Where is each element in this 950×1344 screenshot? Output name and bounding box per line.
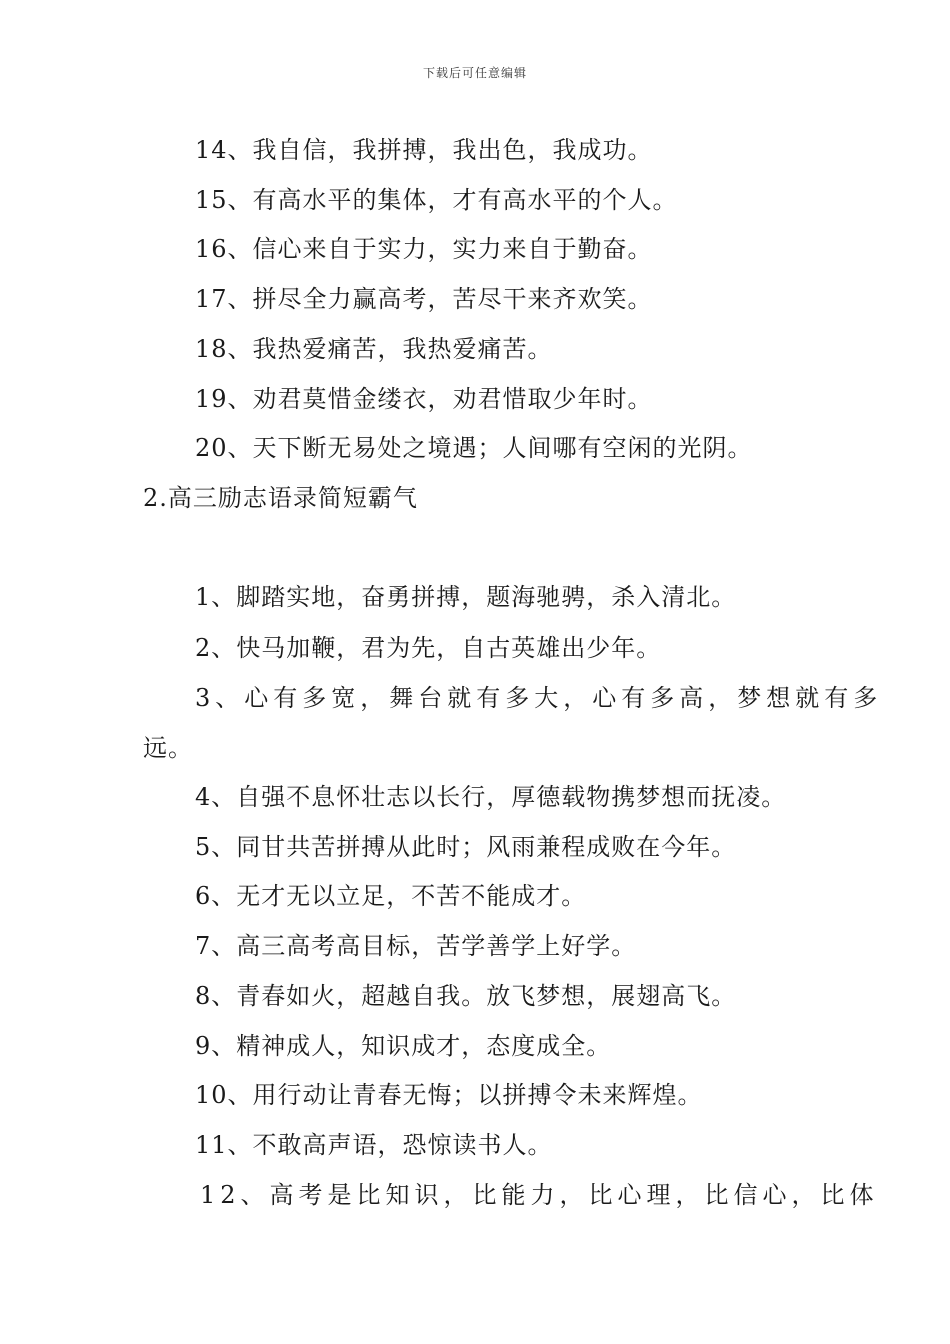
list-item: 16、信心来自于实力，实力来自于勤奋。	[195, 235, 653, 263]
list-item: 6、无才无以立足，不苦不能成才。	[195, 882, 587, 910]
section-heading: 2.高三励志语录简短霸气	[143, 484, 418, 512]
list-item: 4、自强不息怀壮志以长行，厚德载物携梦想而抚凌。	[195, 783, 787, 811]
list-item: 1、脚踏实地，奋勇拼搏，题海驰骋，杀入清北。	[195, 583, 737, 611]
list-item: 17、拼尽全力赢高考，苦尽干来齐欢笑。	[195, 285, 653, 313]
list-item-continuation: 远。	[143, 734, 193, 762]
list-item: 5、同甘共苦拼搏从此时；风雨兼程成败在今年。	[195, 833, 737, 861]
list-item: 15、有高水平的集体，才有高水平的个人。	[195, 186, 678, 214]
list-item: 14、我自信，我拼搏，我出色，我成功。	[195, 136, 653, 164]
list-item: 11、不敢高声语，恐惊读书人。	[195, 1131, 553, 1159]
list-item: 3、心有多宽，舞台就有多大，心有多高，梦想就有多	[195, 684, 883, 712]
list-item: 18、我热爱痛苦，我热爱痛苦。	[195, 335, 553, 363]
list-item: 10、用行动让青春无悔；以拼搏令未来辉煌。	[195, 1081, 703, 1109]
download-note: 下载后可任意编辑	[422, 66, 527, 80]
list-item: 2、快马加鞭，君为先，自古英雄出少年。	[195, 634, 662, 662]
list-item: 20、天下断无易处之境遇；人间哪有空闲的光阴。	[195, 434, 753, 462]
list-item: 12、高考是比知识，比能力，比心理，比信心，比体	[200, 1181, 879, 1209]
list-item: 7、高三高考高目标，苦学善学上好学。	[195, 932, 637, 960]
list-item: 9、精神成人，知识成才，态度成全。	[195, 1032, 612, 1060]
list-item: 19、劝君莫惜金缕衣，劝君惜取少年时。	[195, 385, 653, 413]
list-item: 8、青春如火，超越自我。放飞梦想，展翅高飞。	[195, 982, 737, 1010]
